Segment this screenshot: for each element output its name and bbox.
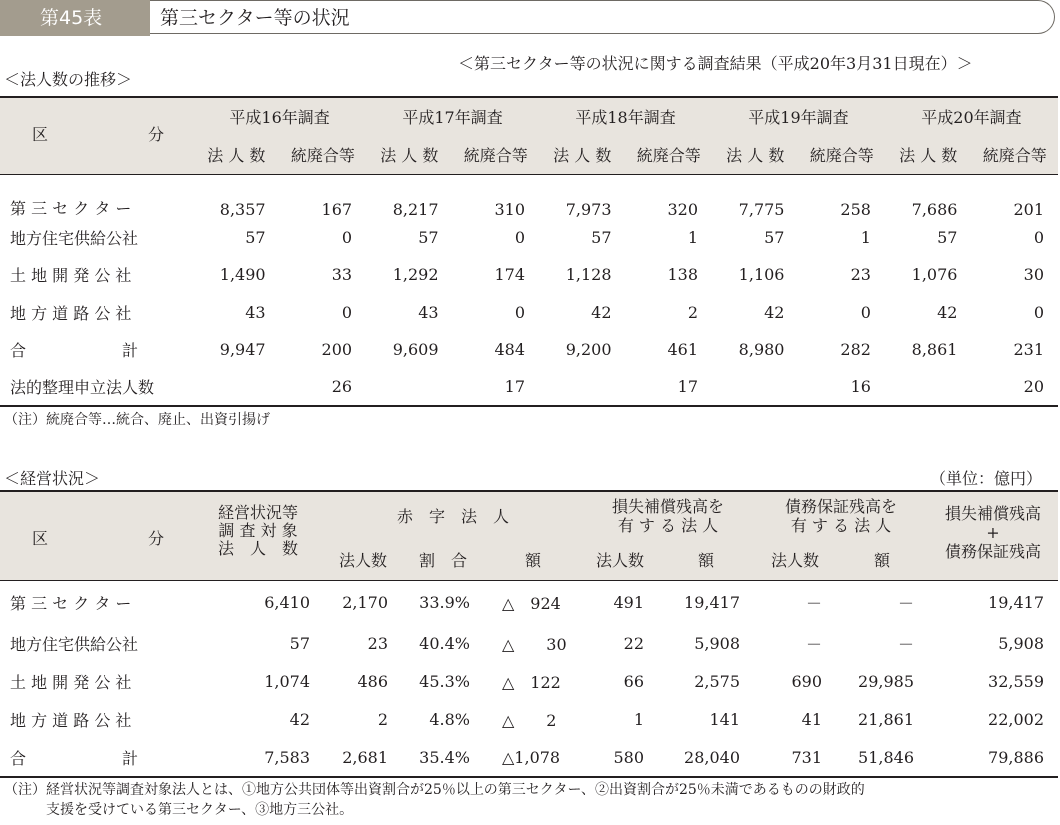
table-cell: 1	[687, 227, 698, 247]
table-cell: 1,076	[911, 265, 958, 285]
table2-note	[4, 780, 865, 820]
table-cell: 8,861	[911, 340, 958, 360]
table-cell: 2,170	[342, 593, 388, 613]
loss-compensation-header	[582, 491, 754, 540]
table-cell: 580	[613, 747, 644, 767]
table-cell: 57	[591, 227, 612, 247]
table-cell: 167	[321, 199, 353, 219]
row-label: 地方住宅供給公社	[10, 228, 139, 248]
row-label: 第 三 セ ク タ ー	[10, 198, 132, 218]
table-cell: △1,078	[502, 747, 561, 767]
total-header-line: 損失補償残高	[944, 504, 1041, 523]
table-cell: △ 2	[502, 711, 557, 730]
kubun-header-right: 分	[148, 125, 165, 144]
table-cell: 7,973	[565, 199, 612, 219]
table-cell: 8,217	[392, 199, 439, 219]
table-cell: 30	[1023, 265, 1044, 285]
row-label: 土 地 開 発 公 社	[10, 673, 132, 692]
table-row	[0, 175, 1058, 219]
table-cell: 731	[791, 747, 822, 767]
table-cell: 231	[1013, 340, 1044, 360]
row-label: 第 三 セ ク タ ー	[10, 594, 132, 614]
row-label: 法的整理申立法人数	[10, 378, 155, 398]
sub-header-count: 法 人 数	[726, 146, 785, 166]
kubun-header-left: 区	[32, 125, 49, 144]
year-header: 平成16年調査	[229, 108, 330, 128]
table-cell: 29,985	[858, 672, 914, 691]
table-cell: 201	[1013, 199, 1044, 219]
table-cell: 320	[667, 199, 698, 219]
sub-header-count: 法 人 数	[553, 146, 612, 166]
row-label: 土 地 開 発 公 社	[10, 266, 132, 286]
table-cell: 491	[613, 593, 644, 613]
table-cell: 23	[850, 265, 871, 285]
table-cell: 0	[341, 227, 353, 247]
loss-header-line: 有 す る 法 人	[617, 515, 719, 535]
table-cell: 19,417	[988, 593, 1044, 613]
sub-header-merged: 統廃合等	[809, 146, 874, 166]
table-row	[0, 739, 1058, 777]
target-count-header	[192, 491, 324, 581]
table2-note-line: （注）経営状況等調査対象法人とは、①地方公共団体等出資割合が25％以上の第三セクター、②出資割合が25％未満であるものの財政的	[4, 782, 865, 798]
row-label: 地方住宅供給公社	[10, 635, 139, 654]
guarantee-header-line: 有 す る 法 人	[790, 515, 892, 535]
table-cell: 7,775	[738, 199, 785, 219]
sub-header-merged: 統廃合等	[982, 146, 1047, 166]
table-cell: 1	[860, 227, 871, 247]
table-cell: －	[805, 594, 822, 614]
unit-label: （単位：億円）	[930, 469, 1043, 488]
table-cell: 23	[367, 634, 388, 653]
table-cell: 45.3%	[419, 672, 470, 691]
table-cell: 1,106	[738, 265, 785, 285]
year-header: 平成20年調査	[921, 108, 1022, 128]
title-bar	[0, 0, 1058, 38]
section-label-corporations: ＜法人数の推移＞	[4, 70, 133, 89]
sub-header-amount: 額	[873, 551, 890, 571]
sub-header-merged: 統廃合等	[463, 146, 528, 166]
table-cell: 1,128	[565, 265, 612, 285]
table-cell: 19,417	[684, 593, 740, 613]
table-cell: 7,686	[911, 199, 958, 219]
table-cell: 57	[418, 227, 439, 247]
table-cell: 1,490	[219, 265, 266, 285]
table-cell: 40.4%	[419, 634, 470, 653]
table-cell: 2,681	[342, 747, 388, 767]
table-cell: △ 122	[502, 673, 561, 692]
table-cell: －	[897, 594, 914, 614]
management-status-table	[0, 490, 1058, 778]
table-cell: 0	[1033, 302, 1044, 322]
survey-caption: ＜第三セクター等の状況に関する調査結果（平成20年3月31日現在）＞	[458, 54, 973, 73]
table-cell: 57	[764, 227, 785, 247]
row-label: 合 計	[10, 341, 139, 361]
corporation-count-body	[0, 175, 1058, 407]
guarantee-header-line: 債務保証残高を	[784, 496, 897, 516]
table-cell: 28,040	[684, 747, 740, 767]
table-cell: 2	[377, 710, 388, 729]
table-cell: 310	[494, 199, 526, 219]
table-cell: 26	[331, 377, 353, 397]
table-cell: 174	[494, 265, 526, 285]
table-cell	[885, 369, 971, 407]
table-cell: 0	[341, 302, 353, 322]
table-cell: 16	[850, 377, 871, 397]
table-cell: 138	[667, 265, 698, 285]
table-cell: 0	[860, 302, 871, 322]
table-cell: 57	[289, 634, 310, 653]
sub-header-amount: 額	[524, 551, 541, 571]
total-balance-header	[928, 491, 1058, 581]
sub-header-count: 法 人 数	[899, 146, 958, 166]
table-cell: 79,886	[988, 747, 1044, 767]
table2-note-line: 支援を受けている第三セクター、③地方三公社。	[4, 802, 354, 818]
table-cell: 42	[591, 302, 612, 322]
table-cell: 5,908	[998, 634, 1044, 653]
target-header-line: 法 人 数	[217, 539, 298, 558]
sub-header-merged: 統廃合等	[290, 146, 355, 166]
table-cell: 41	[801, 710, 822, 729]
total-header-line: 債務保証残高	[944, 542, 1041, 561]
table-cell: 282	[840, 340, 871, 360]
table-cell: 20	[1023, 377, 1044, 397]
table-cell: 200	[321, 340, 353, 360]
table-row	[0, 331, 1058, 369]
table-row	[0, 581, 1058, 625]
table-cell: 2,575	[694, 672, 740, 691]
sub-header-merged: 統廃合等	[636, 146, 701, 166]
year-header: 平成18年調査	[575, 108, 676, 128]
table-cell: 461	[667, 340, 698, 360]
sub-header-amount: 額	[697, 551, 714, 571]
table-cell: 22,002	[988, 710, 1044, 729]
table-cell	[539, 369, 625, 407]
table-cell: 33.9%	[419, 593, 470, 613]
table-number-tag: 第45表	[0, 0, 150, 36]
year-header: 平成17年調査	[402, 108, 503, 128]
table-cell: 1	[633, 710, 644, 729]
table-cell: 5,908	[694, 634, 740, 653]
table-cell: 33	[331, 265, 353, 285]
total-header-line: +	[986, 523, 1000, 542]
table-row	[0, 256, 1058, 294]
sub-header-count: 法 人 数	[207, 146, 266, 166]
kubun-header	[0, 97, 193, 175]
table-cell: 0	[1033, 227, 1044, 247]
sub-header-count: 法人数	[770, 551, 819, 571]
table-row	[0, 294, 1058, 332]
table-cell: 258	[840, 199, 871, 219]
table-row	[0, 663, 1058, 701]
table-cell: 8,357	[219, 199, 266, 219]
table-cell: 66	[623, 672, 644, 691]
row-label: 地 方 道 路 公 社	[10, 303, 132, 323]
table-cell: 21,861	[858, 710, 914, 729]
table-cell: －	[805, 635, 822, 654]
target-header-line: 調 査 対 象	[218, 521, 298, 540]
table-cell: 43	[245, 302, 266, 322]
table-cell: 2	[687, 302, 698, 322]
kubun-header-right: 分	[148, 529, 165, 548]
table-cell: 0	[514, 302, 526, 322]
table-cell: 17	[504, 377, 526, 397]
table-cell: 8,980	[738, 340, 785, 360]
table1-note: （注）統廃合等…統合、廃止、出資引揚げ	[4, 412, 270, 428]
table-cell: 22	[623, 634, 644, 653]
table-cell: 57	[937, 227, 958, 247]
sub-header-count: 法 人 数	[380, 146, 439, 166]
corporation-count-table	[0, 96, 1058, 407]
kubun-header-left: 区	[32, 529, 49, 548]
section-label-management: ＜経営状況＞	[4, 469, 101, 488]
table-cell: 1,074	[264, 672, 310, 691]
table-cell: 9,609	[392, 340, 439, 360]
table-cell: 141	[709, 710, 740, 729]
table-cell: 17	[677, 377, 698, 397]
table-cell: △ 30	[502, 635, 567, 654]
table-cell: 486	[357, 672, 388, 691]
table-cell: 484	[494, 340, 526, 360]
page-title: 第三セクター等の状況	[150, 0, 1055, 34]
table-cell: 4.8%	[429, 710, 470, 729]
sub-header-count: 法人数	[338, 551, 387, 571]
debt-guarantee-header	[754, 491, 928, 540]
sub-header-ratio: 割 合	[418, 551, 467, 571]
table-cell: 9,200	[565, 340, 612, 360]
loss-header-line: 損失補償残高を	[611, 496, 724, 516]
sub-header-count: 法人数	[595, 551, 644, 571]
table-row	[0, 369, 1058, 407]
target-header-line: 経営状況等	[217, 503, 298, 522]
table-row	[0, 219, 1058, 257]
table-cell: 1,292	[392, 265, 439, 285]
row-label: 合 計	[10, 748, 139, 768]
table-cell: 35.4%	[419, 747, 470, 767]
table-cell: 9,947	[219, 340, 266, 360]
management-status-body	[0, 581, 1058, 777]
table-cell: 42	[289, 710, 310, 729]
table-cell: 0	[514, 227, 526, 247]
kubun-header	[0, 491, 192, 581]
table-cell: △ 924	[502, 594, 561, 614]
table-cell: 42	[937, 302, 958, 322]
table-row	[0, 701, 1058, 739]
table-cell: －	[897, 635, 914, 654]
table-cell	[193, 369, 279, 407]
table-row	[0, 625, 1058, 663]
table-cell: 7,583	[264, 747, 310, 767]
table-cell: 51,846	[858, 747, 914, 767]
table-cell: 43	[418, 302, 439, 322]
table-cell	[712, 369, 798, 407]
deficit-header: 赤 字 法 人	[396, 507, 509, 527]
year-header: 平成19年調査	[748, 108, 849, 128]
table-cell: 32,559	[988, 672, 1044, 691]
table-cell: 57	[245, 227, 266, 247]
table-cell: 42	[764, 302, 785, 322]
table-cell: 6,410	[264, 593, 310, 613]
table-cell	[366, 369, 452, 407]
row-label: 地 方 道 路 公 社	[10, 711, 132, 730]
table-cell: 690	[791, 672, 822, 691]
